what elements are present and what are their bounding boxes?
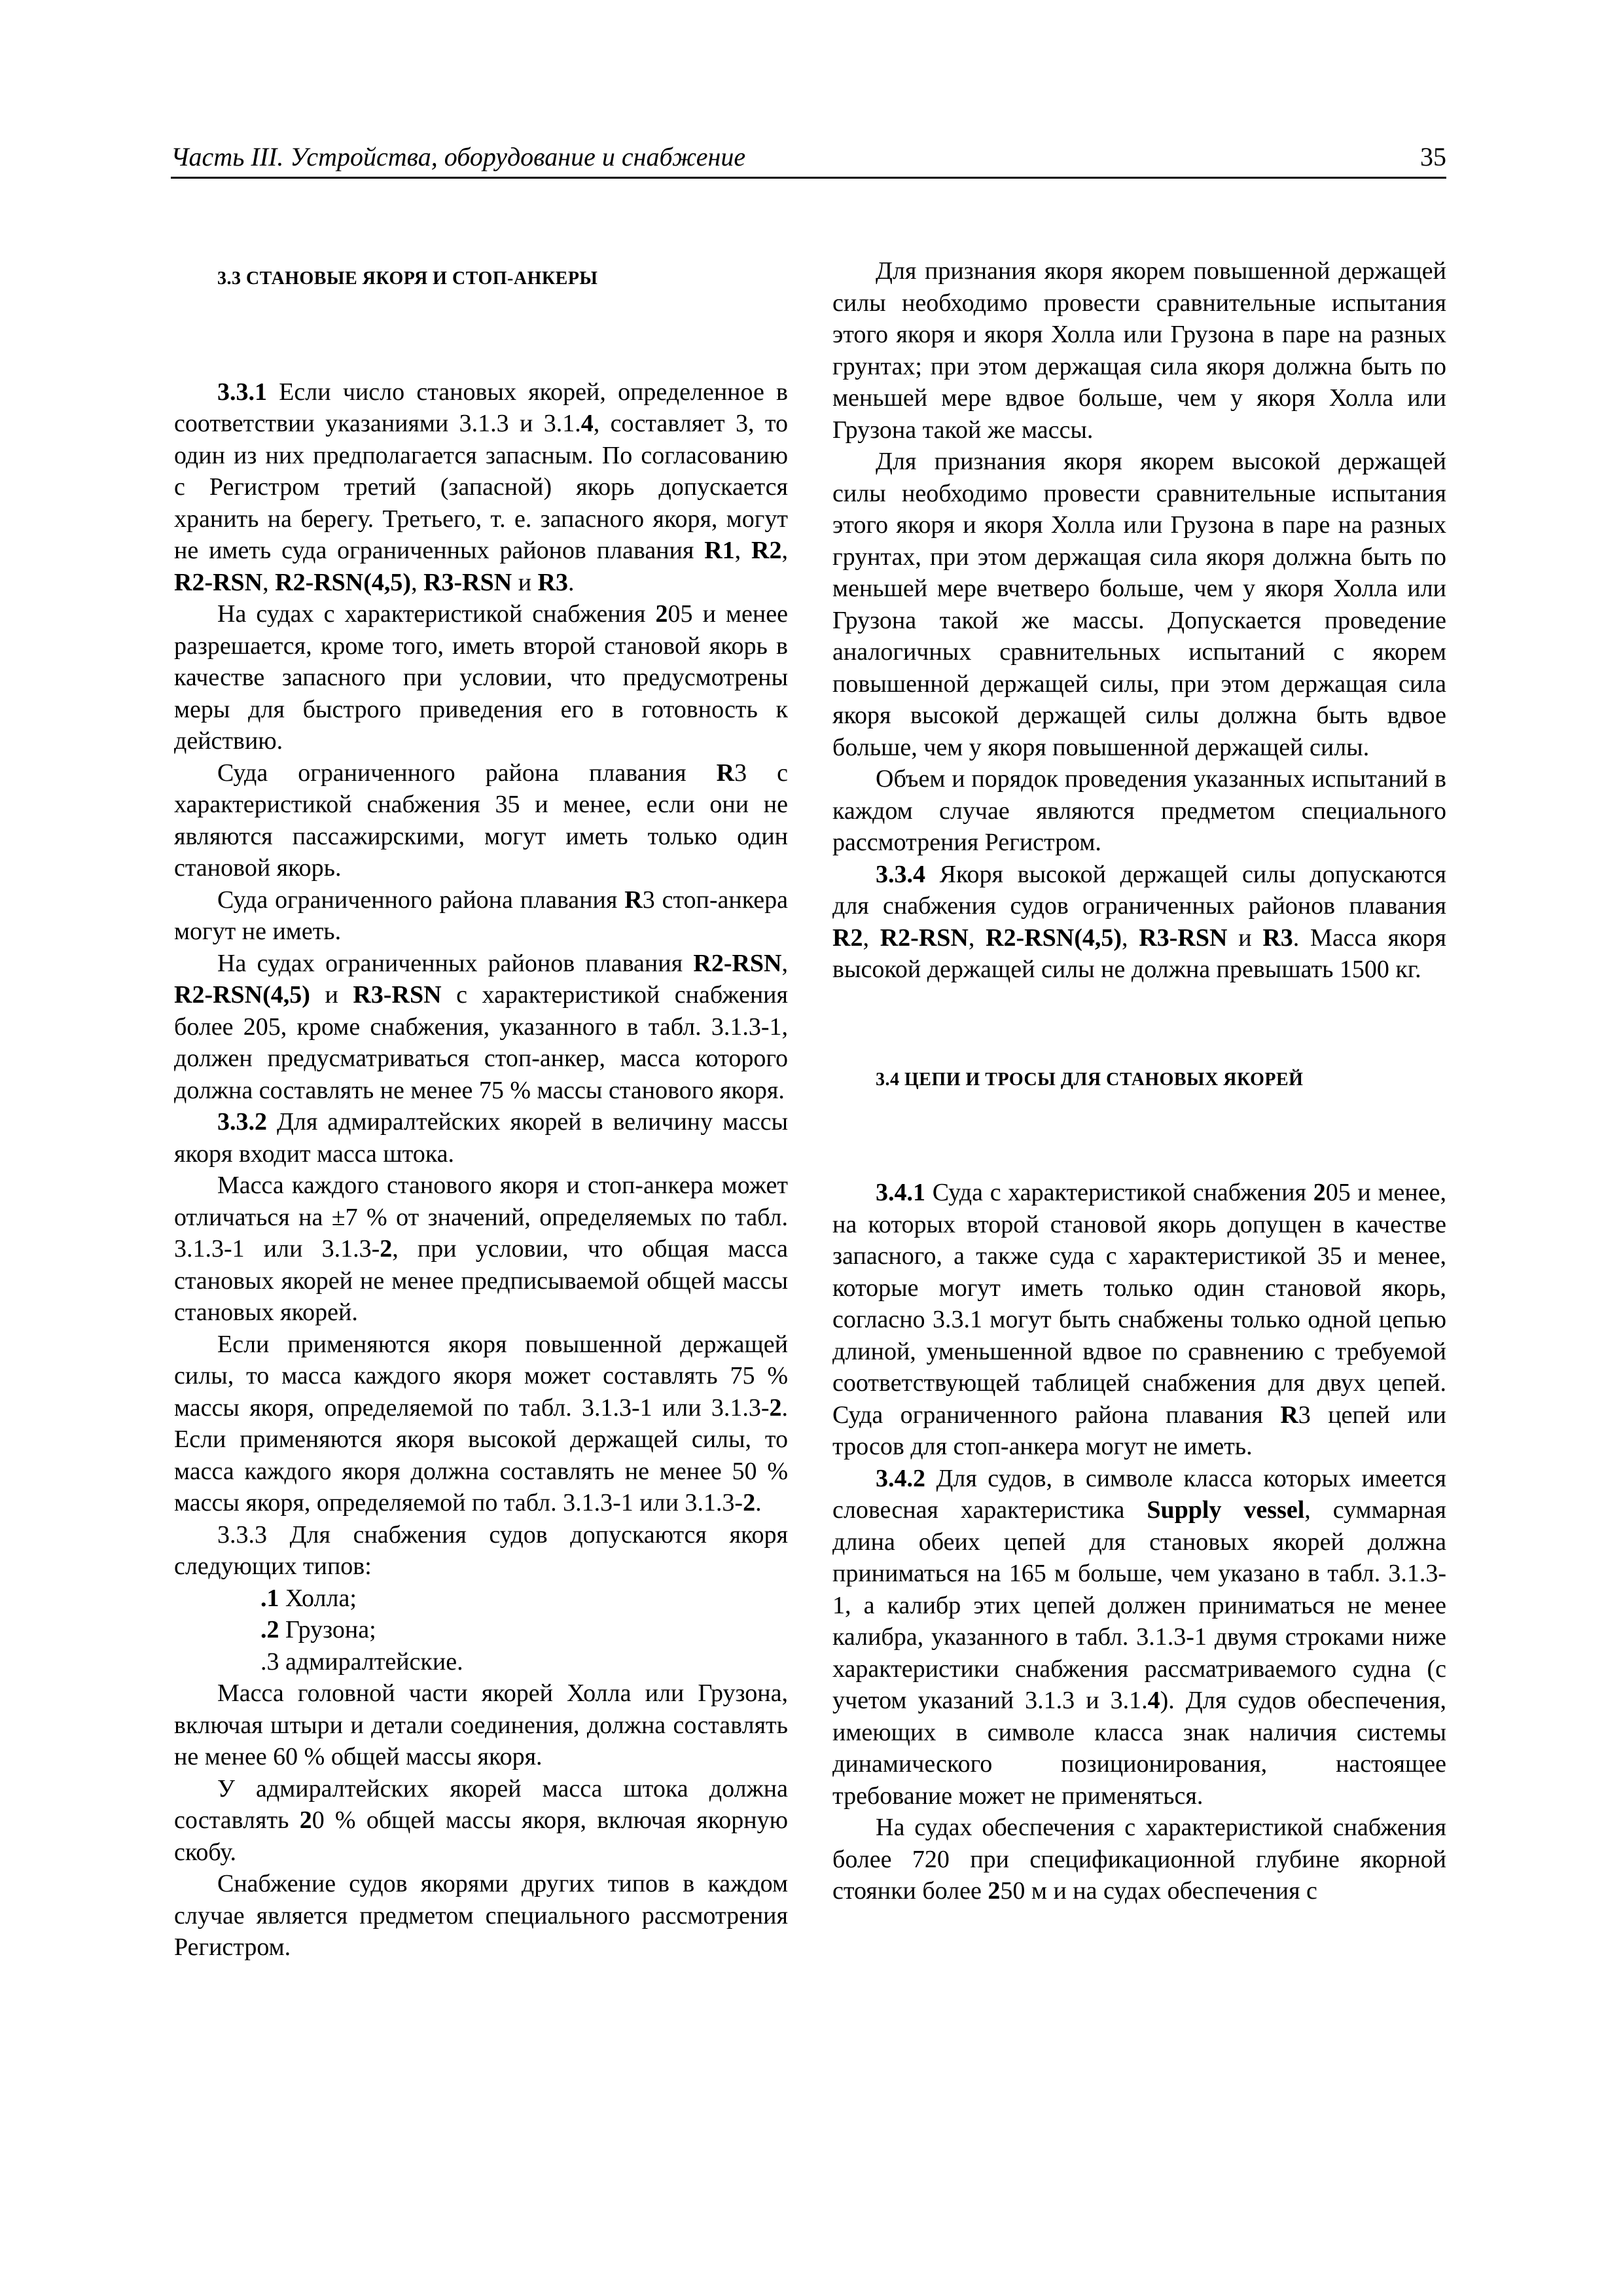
paragraph-3-3-1: 3.3.1 Если число становых якорей, определенное в соответствии указаниями 3.1.3 и 3.1.4, составляет 3, то один из них предполагается запасным. По согласованию с Регистром третий (запасной) якорь допускается хранить на берегу. Третьего, т. е. запасного якоря, могут не иметь суда ограниченных районов плавания R1, R2, R2-RSN, R2-RSN(4,5), R3-RSN и R3.: [174, 378, 789, 596]
right-column: [832, 255, 1446, 1907]
paragraph: У адмиралтейских якорей масса штока должна составлять 20 % общей массы якоря, включая якорную скобу.: [174, 1774, 789, 1866]
paragraph: На судах с характеристикой снабжения 205 и менее разрешается, кроме того, иметь второй становой якорь в качестве запасного при условии, что предусмотрены меры для быстрого приведения его в готовность к действию.: [174, 600, 788, 755]
paragraph: Для признания якоря якорем повышенной держащей силы необходимо провести сравнительные испытания этого якоря и якоря Холла или Грузона в паре на разных грунтах; при этом держащая сила якоря должна быть по меньшей мере вдвое больше, чем у якоря Холла или Грузона такой же массы.: [832, 257, 1446, 444]
paragraph-3-4-1: 3.4.1 Суда с характеристикой снабжения 205 и менее, на которых второй становой якорь допущен в качестве запасного, а также суда с характеристикой 35 и менее, которые могут иметь только один становой якорь, согласно 3.3.1 могут быть снабжены только одной цепью длиной, уменьшенной вдвое по сравнению с требуемой соответствующей таблицей снабжения для двух цепей. Суда ограниченного района плавания R3 цепей или тросов для стоп-анкера могут не иметь.: [832, 1179, 1446, 1460]
paragraph-3-3-4: 3.3.4 Якоря высокой держащей силы допускаются для снабжения судов ограниченных районов плавания R2, R2-RSN, R2-RSN(4,5), R3-RSN и R3. Масса якоря высокой держащей силы не должна превышать 1500 кг.: [832, 860, 1446, 983]
paragraph-3-4-2: 3.4.2 Для судов, в символе класса которых имеется словесная характеристика Supply vessel, суммарная длина обеих цепей для становых якорей должна приниматься на 165 м больше, чем указано в табл. 3.1.3-1, а калибр этих цепей должен приниматься не менее калибра, указанного в табл. 3.1.3-1 двумя строками ниже характеристики снабжения рассматриваемого судна (с учетом указаний 3.1.3 и 3.1.4). Для судов обеспечения, имеющих в символе класса знак наличия системы динамического позиционирования, настоящее требование может не применяться.: [832, 1464, 1446, 1810]
paragraph: Объем и порядок проведения указанных испытаний в каждом случае являются предметом специального рассмотрения Регистром.: [832, 765, 1446, 856]
left-column: [174, 255, 788, 1964]
paragraph: Масса каждого станового якоря и стоп-анкера может отличаться на ±7 % от значений, определяемых по табл. 3.1.3-1 или 3.1.3-2, при условии, что общая масса становых якорей не менее предписываемой общей массы становых якорей.: [174, 1172, 788, 1326]
paragraph: Суда ограниченного района плавания R3 стоп-анкера могут не иметь.: [174, 886, 788, 945]
paragraph: Если применяются якоря повышенной держащей силы, то масса каждого якоря может составлять 75 % массы якоря, определяемой по табл. 3.1.3-1 или 3.1.3-2. Если применяются якоря высокой держащей силы, то масса каждого якоря должна составлять не менее 50 % массы якоря, определяемой по табл. 3.1.3-1 или 3.1.3-2.: [174, 1330, 788, 1516]
paragraph: Масса головной части якорей Холла или Грузона, включая штыри и детали соединения, должна составлять не менее 60 % общей массы якоря.: [174, 1679, 788, 1770]
running-header: [171, 143, 1446, 179]
paragraph: Суда ограниченного района плавания R3 с характеристикой снабжения 35 и менее, если они не являются пассажирскими, могут иметь только один становой якорь.: [174, 759, 788, 882]
list-item: .3 адмиралтейские.: [260, 1647, 463, 1676]
paragraph: На судах ограниченных районов плавания R2-RSN, R2-RSN(4,5) и R3-RSN с характеристикой снабжения более 205, кроме снабжения, указанного в табл. 3.1.3-1, должен предусматриваться стоп-анкер, масса которого должна составлять не менее 75 % массы станового якоря.: [174, 949, 788, 1104]
paragraph: Снабжение судов якорями других типов в каждом случае является предметом специального рассмотрения Регистром.: [174, 1870, 788, 1961]
paragraph: На судах обеспечения с характеристикой снабжения более 720 при спецификационной глубине якорной стоянки более 250 м и на судах обеспечения с: [832, 1814, 1446, 1905]
paragraph-3-3-3: 3.3.3 Для снабжения судов допускаются якоря следующих типов:: [174, 1520, 788, 1580]
list-item: .2 Грузона;: [260, 1616, 376, 1643]
section-title-3-3: 3.3 СТАНОВЫЕ ЯКОРЯ И СТОП-АНКЕРЫ: [217, 268, 598, 289]
list-item: .1 Холла;: [260, 1584, 357, 1612]
header-title: Часть III. Устройства, оборудование и снабжение: [171, 142, 746, 171]
paragraph-3-3-2: 3.3.2 Для адмиралтейских якорей в величину массы якоря входит масса штока.: [174, 1108, 788, 1168]
paragraph: Для признания якоря якорем высокой держащей силы необходимо провести сравнительные испытания этого якоря и якоря Холла или Грузона в паре на разных грунтах, при этом держащая сила якоря должна быть по меньшей мере вчетверо больше, чем у якоря Холла или Грузона такой же массы. Допускается проведение аналогичных сравнительных испытаний с якорем повышенной держащей силы, при этом держащая сила якоря высокой держащей силы должна быть вдвое больше, чем у якоря повышенной держащей силы.: [832, 448, 1446, 761]
page-number: 35: [1420, 142, 1446, 171]
section-title-3-4: 3.4 ЦЕПИ И ТРОСЫ ДЛЯ СТАНОВЫХ ЯКОРЕЙ: [876, 1069, 1304, 1090]
